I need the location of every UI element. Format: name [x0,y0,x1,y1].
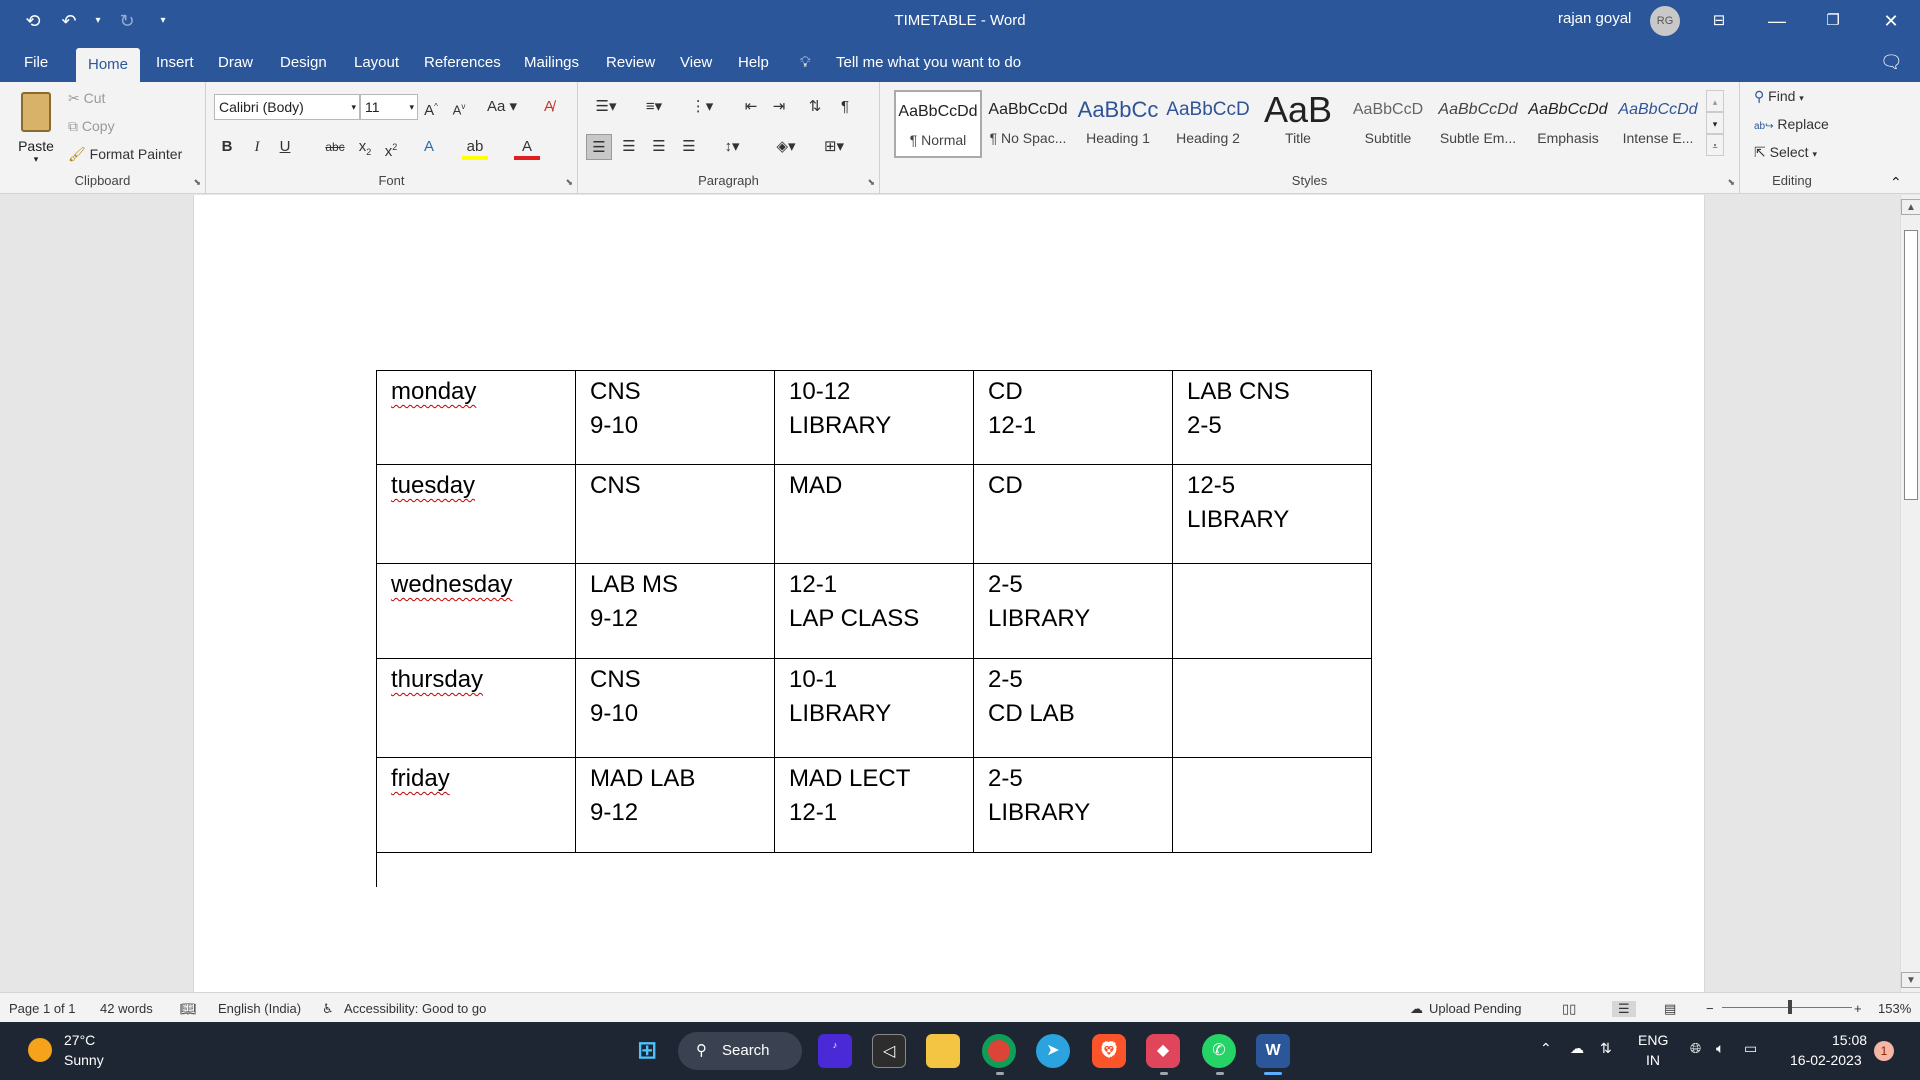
ribbon [0,82,1920,194]
align-center-icon[interactable]: ☰ [622,138,636,155]
title-bar [0,0,1920,44]
bullets-icon[interactable]: ☰▾ [595,98,617,115]
chrome-icon[interactable] [982,1034,1016,1068]
style-subtle-emphasis[interactable]: AaBbCcDd Subtle Em... [1438,101,1518,146]
lightbulb-icon: 💡︎ [800,54,811,71]
ribbon-display-icon[interactable]: ⊟ [1712,12,1726,29]
style-heading-2[interactable]: AaBbCcD Heading 2 [1166,99,1250,146]
align-left-icon[interactable]: ☰ [586,134,612,160]
table-cell-day[interactable]: thursday [377,659,576,758]
table-cell[interactable] [1173,659,1372,758]
weather-condition[interactable]: Sunny [64,1052,104,1068]
clear-formatting-icon[interactable]: A̸ [543,98,554,115]
language-status[interactable]: English (India) [218,1001,302,1016]
sort-icon[interactable]: ⇅ [808,98,822,115]
table-cell[interactable]: 2-5 LIBRARY [974,758,1173,853]
table-cell[interactable] [1173,758,1372,853]
styles-group [880,82,1740,194]
close-button[interactable]: ✕ [1883,11,1899,31]
running-indicator [1216,1072,1224,1075]
decrease-indent-icon[interactable]: ⇤ [744,98,758,115]
dialog-launcher-icon[interactable]: ⬊ [1727,177,1735,187]
table-cell[interactable]: MAD LECT 12-1 [775,758,974,853]
search-icon: ⚲ [1754,88,1765,104]
table-cell[interactable]: LAB CNS 2-5 [1173,371,1372,465]
upload-status[interactable]: Upload Pending [1429,1001,1522,1016]
proofing-icon[interactable]: 📖︎ [180,1001,197,1016]
font-name-combo[interactable]: Calibri (Body) ▾ [214,94,360,120]
accessibility-icon: ♿︎ [322,1001,334,1016]
document-title: TIMETABLE - Word [894,12,1026,29]
chevron-down-icon: ▾ [351,102,356,112]
timetable-table[interactable] [376,370,1372,853]
replace-icon: ab↪ [1754,121,1774,132]
increase-indent-icon[interactable]: ⇥ [772,98,786,115]
table-cell[interactable]: 2-5 LIBRARY [974,564,1173,659]
file-explorer-icon[interactable] [926,1034,960,1068]
line-spacing-icon[interactable]: ↕▾ [724,138,740,155]
table-cell[interactable]: MAD [775,465,974,564]
style-no-spacing[interactable]: AaBbCcDd ¶ No Spac... [988,101,1068,146]
show-formatting-icon[interactable]: ¶ [840,98,850,115]
print-layout-icon[interactable]: ☰ [1612,1001,1636,1017]
clock-time[interactable]: 15:08 [1832,1032,1868,1048]
tab-design[interactable]: Design [280,54,327,71]
word-count[interactable]: 42 words [100,1001,153,1016]
highlight-color-icon[interactable]: ab [462,134,488,160]
table-cell-day[interactable]: wednesday [377,564,576,659]
telegram-icon[interactable]: ➤ [1036,1034,1070,1068]
table-cell[interactable]: CNS 9-10 [576,371,775,465]
table-cell[interactable]: 10-12 LIBRARY [775,371,974,465]
customize-toolbar-icon[interactable]: ▾ [160,15,166,26]
brave-icon[interactable]: 🦁︎ [1092,1034,1126,1068]
paintbrush-icon: 🖌︎ [68,146,86,162]
tab-home[interactable]: Home [76,48,140,82]
cloud-upload-icon: ☁︎ [1410,1001,1423,1016]
volume-icon[interactable]: 🔈︎ [1716,1040,1725,1056]
replace-button[interactable]: ab↪ Replace [1754,116,1829,132]
table-cell[interactable]: 12-5 LIBRARY [1173,465,1372,564]
accessibility-status[interactable]: Accessibility: Good to go [344,1001,487,1016]
autosave-icon[interactable]: ⟲ [25,11,41,31]
sun-icon[interactable] [28,1038,52,1062]
tab-mailings[interactable]: Mailings [524,54,580,71]
underline-icon[interactable]: U [279,138,291,155]
find-button[interactable]: ⚲ Find ▾ [1754,88,1804,104]
dialog-launcher-icon[interactable]: ⬊ [193,177,201,187]
styles-group-label: Styles [1291,173,1328,188]
grow-font-icon[interactable]: A^ [424,102,438,119]
scissors-icon: ✂︎ [68,90,80,106]
read-mode-icon[interactable]: ▯▯ [1562,1001,1577,1016]
text-effects-icon[interactable]: A [423,138,434,155]
format-painter-button[interactable]: 🖌︎ Format Painter [68,146,183,162]
tab-layout[interactable]: Layout [354,54,400,71]
styles-scroll-down-icon[interactable]: ▾ [1706,112,1724,134]
select-button[interactable]: ⇱ Select ▾ [1754,144,1817,160]
style-heading-1[interactable]: AaBbCc Heading 1 [1077,97,1159,146]
superscript-icon[interactable]: $x^2$ [384,142,398,160]
paragraph-group [578,82,880,194]
font-size-combo[interactable]: 11 ▾ [360,94,418,120]
running-indicator [996,1072,1004,1075]
style-intense-emphasis[interactable]: AaBbCcDd Intense E... [1618,101,1698,146]
table-cell[interactable]: 12-1 LAP CLASS [775,564,974,659]
table-cell[interactable]: CD 12-1 [974,371,1173,465]
table-cell[interactable]: MAD LAB 9-12 [576,758,775,853]
start-icon[interactable]: ⊞ [636,1037,658,1064]
tab-file[interactable]: File [24,54,49,71]
avatar[interactable]: RG [1650,6,1680,36]
show-hidden-icons-icon[interactable]: ⌃ [1540,1040,1552,1056]
table-cell[interactable]: 10-1 LIBRARY [775,659,974,758]
clock-date[interactable]: 16-02-2023 [1790,1052,1862,1068]
onedrive-icon[interactable]: ☁︎ [1570,1040,1584,1056]
font-color-icon[interactable]: A [514,134,540,160]
zoom-slider[interactable] [1722,1007,1852,1008]
text-cursor [376,852,377,887]
copy-button[interactable]: ⧉ Copy [68,118,115,134]
redo-icon[interactable]: ↻ [119,11,135,31]
dialog-launcher-icon[interactable]: ⬊ [565,177,573,187]
table-row [377,465,1372,564]
scroll-down-icon[interactable]: ▼ [1901,972,1920,988]
brave-beta-icon[interactable]: ◆ [1146,1034,1180,1068]
editing-group [1740,82,1844,194]
minimize-button[interactable]: — [1768,11,1786,31]
zoom-level[interactable]: 153% [1878,1001,1912,1016]
tab-review[interactable]: Review [606,54,656,71]
tell-me-search[interactable]: Tell me what you want to do [836,54,1022,71]
whatsapp-icon[interactable]: ✆ [1202,1034,1236,1068]
chevron-down-icon: ▾ [409,102,414,112]
scroll-thumb[interactable] [1904,230,1918,500]
word-icon[interactable]: W [1256,1034,1290,1068]
search-icon: ⚲ [696,1042,707,1059]
font-group [206,82,578,194]
justify-icon[interactable]: ☰ [682,138,696,155]
restore-button[interactable]: ❐ [1826,12,1840,29]
multilevel-list-icon[interactable]: ⋮▾ [690,98,714,115]
zoom-in-icon[interactable]: + [1854,1001,1862,1016]
shrink-font-icon[interactable]: $A^v$ [452,102,466,118]
scroll-up-icon[interactable]: ▲ [1901,199,1920,215]
web-layout-icon[interactable]: ▤ [1664,1001,1677,1016]
tab-view[interactable]: View [680,54,713,71]
paste-button[interactable]: Paste ▾ [14,88,58,168]
zoom-out-icon[interactable]: − [1706,1001,1714,1016]
document-page[interactable] [193,195,1705,992]
chevron-down-icon: ▾ [1812,149,1817,159]
change-case-icon[interactable]: Aa ▾ [486,98,518,115]
zoom-slider-thumb[interactable] [1788,1000,1792,1014]
ribbon-tabs [0,44,1920,82]
italic-icon[interactable]: I [254,139,260,155]
page-count[interactable]: Page 1 of 1 [9,1001,76,1016]
subscript-icon[interactable]: $x_2$ [358,138,372,157]
network-icon[interactable]: ⇅ [1600,1040,1612,1056]
font-group-label: Font [378,173,405,188]
taskbar-search[interactable]: ⚲ Search [678,1032,802,1070]
table-cell[interactable]: CNS [576,465,775,564]
styles-more-icon[interactable]: ⩡ [1706,134,1724,156]
align-right-icon[interactable]: ☰ [652,138,666,155]
style-title[interactable]: AaB Title [1263,90,1333,146]
strikethrough-icon[interactable]: abc [325,140,345,154]
table-row [377,659,1372,758]
input-region[interactable]: IN [1646,1052,1660,1068]
table-cell[interactable]: LAB MS 9-12 [576,564,775,659]
numbering-icon[interactable]: ≡▾ [645,98,663,115]
copy-icon: ⧉ [68,118,78,134]
table-cell[interactable]: 2-5 CD LAB [974,659,1173,758]
undo-dropdown-icon[interactable]: ▾ [95,15,101,26]
tab-references[interactable]: References [424,54,501,71]
globe-icon[interactable]: 🌐︎ [1690,1040,1702,1056]
document-area [0,195,1900,992]
clipboard-icon [21,92,51,132]
input-language[interactable]: ENG [1638,1032,1669,1048]
table-cell[interactable]: CNS 9-10 [576,659,775,758]
style-emphasis[interactable]: AaBbCcDd Emphasis [1528,101,1608,146]
taskbar [0,1022,1920,1080]
tab-draw[interactable]: Draw [218,54,254,71]
clipboard-group [0,82,206,194]
status-bar [0,992,1920,1022]
table-row [377,564,1372,659]
battery-icon[interactable]: ▭ [1744,1040,1758,1056]
tab-insert[interactable]: Insert [156,54,194,71]
clipboard-group-label: Clipboard [74,173,131,188]
paragraph-group-label: Paragraph [698,173,759,188]
table-cell-day[interactable]: friday [377,758,576,853]
amazon-music-icon[interactable]: ♪ [818,1034,852,1068]
cut-button[interactable]: ✂︎ Cut [68,90,106,106]
comments-icon[interactable]: 🗨︎ [1880,52,1903,72]
chevron-down-icon: ▾ [33,154,39,164]
styles-scroll-up-icon[interactable]: ▴ [1706,90,1724,112]
cursor-icon: ⇱ [1754,144,1766,160]
dialog-launcher-icon[interactable]: ⬊ [867,177,875,187]
table-cell[interactable] [1173,564,1372,659]
table-cell-day[interactable]: monday [377,371,576,465]
undo-icon[interactable]: ↶ [61,11,77,31]
table-cell-day[interactable]: tuesday [377,465,576,564]
table-cell[interactable]: CD [974,465,1173,564]
temperature[interactable]: 27°C [64,1032,96,1048]
table-row [377,758,1372,853]
user-name[interactable]: rajan goyal [1558,10,1632,27]
editing-group-label: Editing [1772,173,1812,188]
notification-badge[interactable]: 1 [1874,1041,1894,1061]
style-normal[interactable]: AaBbCcDd ¶ Normal [894,90,982,158]
chevron-down-icon: ▾ [1799,93,1804,103]
running-indicator [1264,1072,1282,1075]
collapse-ribbon-icon[interactable]: ⌃ [1890,174,1902,190]
borders-icon[interactable]: ⊞▾ [823,138,845,155]
running-indicator [1160,1072,1168,1075]
visual-studio-icon[interactable]: ◁ [872,1034,906,1068]
table-row [377,371,1372,465]
bold-icon[interactable]: B [221,138,233,155]
vertical-scrollbar[interactable] [1900,195,1920,992]
style-subtitle[interactable]: AaBbCcD Subtitle [1352,101,1424,146]
shading-icon[interactable]: ◈▾ [776,138,796,155]
tab-help[interactable]: Help [738,54,769,71]
